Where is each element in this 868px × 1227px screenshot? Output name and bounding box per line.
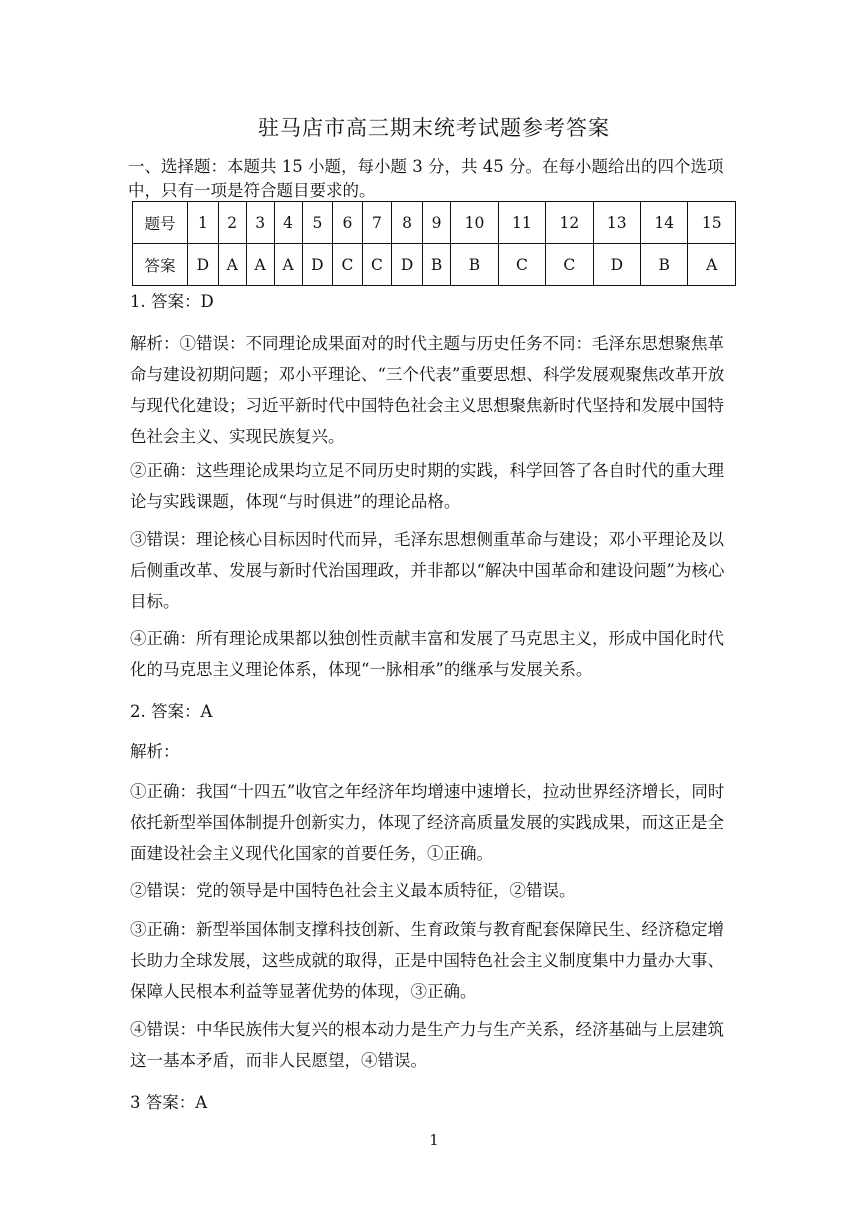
q1-answer: 1. 答案：D [130,292,214,311]
row-label-question: 题号 [133,202,188,244]
answer-cell: A [274,244,302,286]
section-intro: 一、选择题：本题共 15 小题，每小题 3 分，共 45 分。在每小题给出的四个选项中，只有一项是符合题目要求的。 [128,157,724,200]
answer-cell: C [362,244,391,286]
answer-cell: B [422,244,450,286]
question-number-cell: 15 [688,202,736,244]
page-title: 驻马店市高三期末统考试题参考答案 [258,116,610,140]
q1-analysis-3: ③错误：理论核心目标因时代而异，毛泽东思想侧重革命与建设；邓小平理论及以后侧重改革、发展与新时代治国理政，并非都以“解决中国革命和建设问题”为核心目标。 [130,530,725,611]
answer-cell: B [641,244,688,286]
page-number: 1 [429,1131,439,1149]
question-number-cell: 1 [188,202,219,244]
answer-table [132,201,736,286]
answer-cell: A [246,244,274,286]
q2-analysis-label: 解析： [130,742,180,761]
answer-cell: D [302,244,333,286]
question-number-cell: 3 [246,202,274,244]
answer-cell: A [688,244,736,286]
table-row-question-numbers [133,202,736,244]
answer-cell: D [392,244,423,286]
table-row-answers [133,244,736,286]
question-number-cell: 5 [302,202,333,244]
question-number-cell: 6 [333,202,362,244]
question-number-cell: 2 [218,202,246,244]
question-number-cell: 7 [362,202,391,244]
q2-analysis-2: ②错误：党的领导是中国特色社会主义最本质特征，②错误。 [130,881,576,900]
q2-analysis-4: ④错误：中华民族伟大复兴的根本动力是生产力与生产关系，经济基础与上层建筑这一基本矛盾，而非人民愿望，④错误。 [130,1020,724,1070]
answer-cell: C [498,244,545,286]
question-number-cell: 14 [641,202,688,244]
q1-analysis-2: ②正确：这些理论成果均立足不同历史时期的实践，科学回答了各自时代的重大理论与实践课题，体现“与时俱进”的理论品格。 [130,461,724,511]
question-number-cell: 12 [546,202,593,244]
q2-answer: 2. 答案：A [130,702,213,721]
answer-cell: D [593,244,640,286]
row-label-answer: 答案 [133,244,188,286]
answer-cell: A [218,244,246,286]
question-number-cell: 10 [451,202,498,244]
q1-analysis-1: 解析：①错误：不同理论成果面对的时代主题与历史任务不同：毛泽东思想聚焦革命与建设初期问题；邓小平理论、“三个代表”重要思想、科学发展观聚焦改革开放与现代化建设；习近平新时代中国特色社会主义思想聚焦新时代坚持和发展中国特色社会主义、实现民族复兴。 [130,334,725,446]
answer-cell: C [546,244,593,286]
question-number-cell: 9 [422,202,450,244]
question-number-cell: 13 [593,202,640,244]
question-number-cell: 4 [274,202,302,244]
q2-analysis-1: ①正确：我国“十四五”收官之年经济年均增速中速增长，拉动世界经济增长，同时依托新型举国体制提升创新实力，体现了经济高质量发展的实践成果，而这正是全面建设社会主义现代化国家的首要任务，①正确。 [130,782,725,863]
question-number-cell: 11 [498,202,545,244]
q3-answer: 3 答案：A [130,1093,208,1112]
q1-analysis-4: ④正确：所有理论成果都以独创性贡献丰富和发展了马克思主义，形成中国化时代化的马克思主义理论体系，体现“一脉相承”的继承与发展关系。 [130,629,724,679]
q2-analysis-3: ③正确：新型举国体制支撑科技创新、生育政策与教育配套保障民生、经济稳定增长助力全球发展，这些成就的取得，正是中国特色社会主义制度集中力量办大事、保障人民根本利益等显著优势的体现，③正确。 [130,920,724,1001]
answer-cell: B [451,244,498,286]
answer-cell: D [188,244,219,286]
answer-cell: C [333,244,362,286]
question-number-cell: 8 [392,202,423,244]
